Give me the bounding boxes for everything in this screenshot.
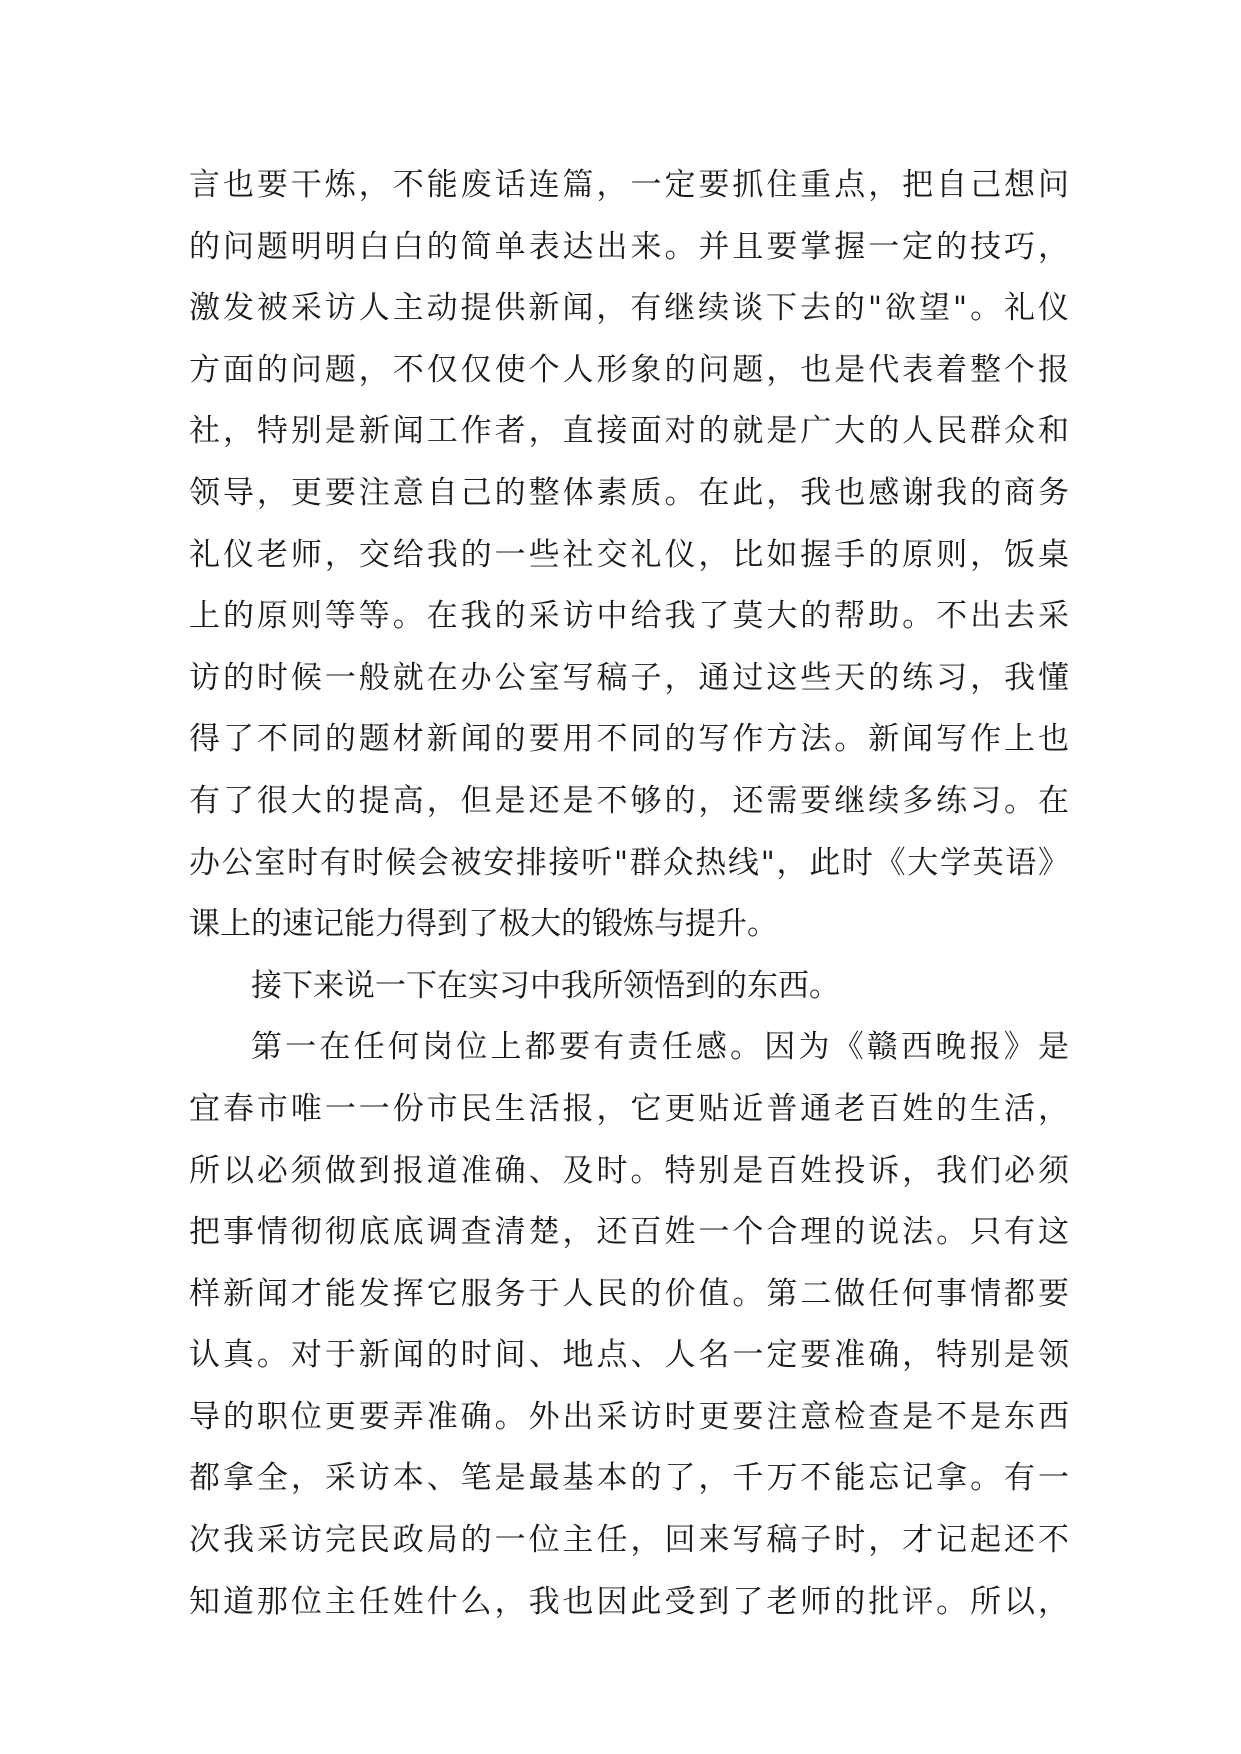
text-line: 次我采访完民政局的一位主任，回来写稿子时，才记起还不 [189, 1522, 1069, 1559]
text-line: 得了不同的题材新闻的要用不同的写作方法。新闻写作上也 [189, 721, 1069, 758]
text-line: 导的职位更要弄准确。外出采访时更要注意检查是不是东西 [189, 1398, 1069, 1435]
text-line: 上的原则等等。在我的采访中给我了莫大的帮助。不出去采 [189, 598, 1069, 635]
text-line: 认真。对于新闻的时间、地点、人名一定要准确，特别是领 [189, 1337, 1069, 1374]
text-line: 方面的问题，不仅仅使个人形象的问题，也是代表着整个报 [189, 351, 1069, 388]
text-line: 把事情彻彻底底调查清楚，还百姓一个合理的说法。只有这 [189, 1214, 1069, 1251]
text-line: 知道那位主任姓什么，我也因此受到了老师的批评。所以， [189, 1583, 1069, 1620]
text-line: 领导，更要注意自己的整体素质。在此，我也感谢我的商务 [189, 474, 1069, 511]
text-line: 社，特别是新闻工作者，直接面对的就是广大的人民群众和 [189, 413, 1069, 450]
text-line: 激发被采访人主动提供新闻，有继续谈下去的"欲望"。礼仪 [189, 290, 1069, 327]
text-line: 课上的速记能力得到了极大的锻炼与提升。 [189, 906, 778, 943]
text-line: 访的时候一般就在办公室写稿子，通过这些天的练习，我懂 [189, 659, 1069, 696]
text-line: 宜春市唯一一份市民生活报，它更贴近普通老百姓的生活， [189, 1090, 1069, 1127]
text-line: 言也要干炼，不能废话连篇，一定要抓住重点，把自己想问 [189, 167, 1069, 203]
body-text [189, 155, 1069, 1633]
text-line: 都拿全，采访本、笔是最基本的了，千万不能忘记拿。有一 [189, 1460, 1069, 1497]
text-line: 第一在任何岗位上都要有责任感。因为《赣西晚报》是 [251, 1029, 1069, 1066]
text-line: 的问题明明白白的简单表达出来。并且要掌握一定的技巧， [189, 228, 1069, 265]
text-line: 样新闻才能发挥它服务于人民的价值。第二做任何事情都要 [189, 1275, 1069, 1312]
text-line: 办公室时有时候会被安排接听"群众热线"，此时《大学英语》 [189, 844, 1069, 881]
text-line: 接下来说一下在实习中我所领悟到的东西。 [251, 967, 840, 1004]
text-line: 礼仪老师，交给我的一些社交礼仪，比如握手的原则，饭桌 [189, 536, 1069, 573]
text-line: 有了很大的提高，但是还是不够的，还需要继续多练习。在 [189, 782, 1069, 819]
text-line: 所以必须做到报道准确、及时。特别是百姓投诉，我们必须 [189, 1152, 1069, 1189]
